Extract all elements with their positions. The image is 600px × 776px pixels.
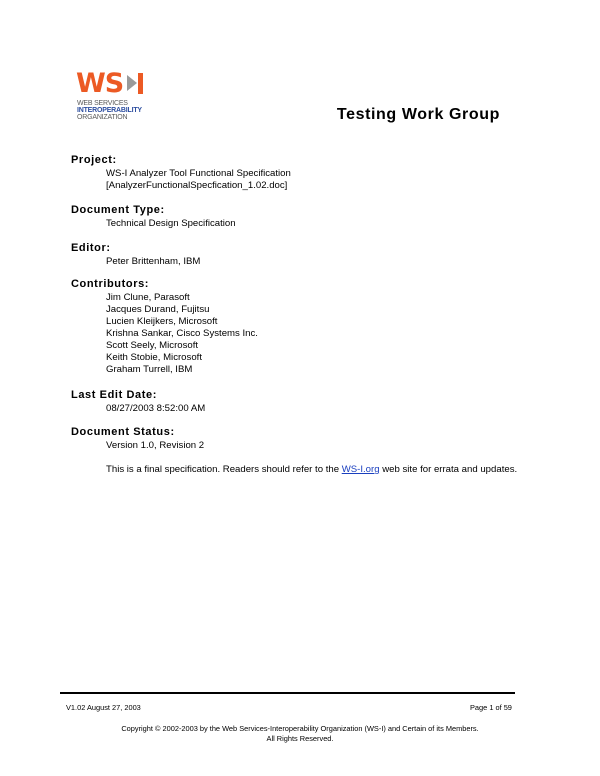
- last-edit-value: 08/27/2003 8:52:00 AM: [106, 403, 206, 414]
- logo-wordmark: WS: [76, 68, 124, 99]
- wsi-logo: [76, 70, 148, 126]
- list-item: Scott Seely, Microsoft: [106, 340, 199, 351]
- status-label: Document Status:: [71, 426, 175, 438]
- list-item: Jacques Durand, Fujitsu: [106, 304, 210, 315]
- copyright-line-1: Copyright © 2002-2003 by the Web Services-Interoperability Organization (WS-I) and Certain of its Members.: [121, 724, 479, 733]
- footer-page-number: Page 1 of 59: [470, 703, 512, 712]
- list-item: Lucien Kleijkers, Microsoft: [106, 316, 218, 327]
- footer-divider: [60, 692, 515, 694]
- logo-i-bar: [138, 73, 143, 94]
- wsi-org-link[interactable]: WS-I.org: [341, 464, 380, 475]
- project-section: [71, 153, 291, 192]
- doc-type-label: Document Type:: [71, 204, 165, 216]
- last-edit-section: [71, 388, 205, 415]
- status-note-text-end: web site for errata and updates.: [379, 464, 518, 475]
- status-note: [106, 463, 536, 476]
- project-name: WS-I Analyzer Tool Functional Specification: [106, 168, 291, 179]
- logo-arrow-icon: [127, 75, 137, 91]
- status-section: [71, 425, 204, 452]
- group-title: Testing Work Group: [336, 106, 500, 123]
- status-note-text: This is a final specification. Readers should refer to the: [106, 464, 342, 475]
- list-item: Keith Stobie, Microsoft: [106, 352, 202, 363]
- copyright-notice: [40, 724, 560, 744]
- contributors-label: Contributors:: [71, 278, 150, 290]
- last-edit-label: Last Edit Date:: [71, 389, 158, 401]
- editor-value: Peter Brittenham, IBM: [106, 256, 201, 267]
- editor-label: Editor:: [71, 242, 111, 254]
- project-filename: [AnalyzerFunctionalSpecfication_1.02.doc]: [106, 180, 288, 191]
- logo-line-3: ORGANIZATION: [77, 114, 128, 121]
- list-item: Graham Turrell, IBM: [106, 364, 193, 375]
- doc-type-section: [71, 203, 236, 230]
- project-label: Project:: [71, 154, 117, 166]
- list-item: Jim Clune, Parasoft: [106, 292, 190, 303]
- doc-type-value: Technical Design Specification: [106, 218, 236, 229]
- footer-version-date: V1.02 August 27, 2003: [66, 703, 141, 712]
- logo-line-2: INTEROPERABILITY: [77, 107, 142, 114]
- contributors-section: [71, 277, 258, 376]
- status-version: Version 1.0, Revision 2: [106, 440, 205, 451]
- logo-line-1: WEB SERVICES: [77, 100, 128, 107]
- copyright-line-2: All Rights Reserved.: [266, 734, 334, 743]
- editor-section: [71, 241, 200, 268]
- list-item: Krishna Sankar, Cisco Systems Inc.: [106, 328, 258, 339]
- contributors-list: [71, 292, 258, 376]
